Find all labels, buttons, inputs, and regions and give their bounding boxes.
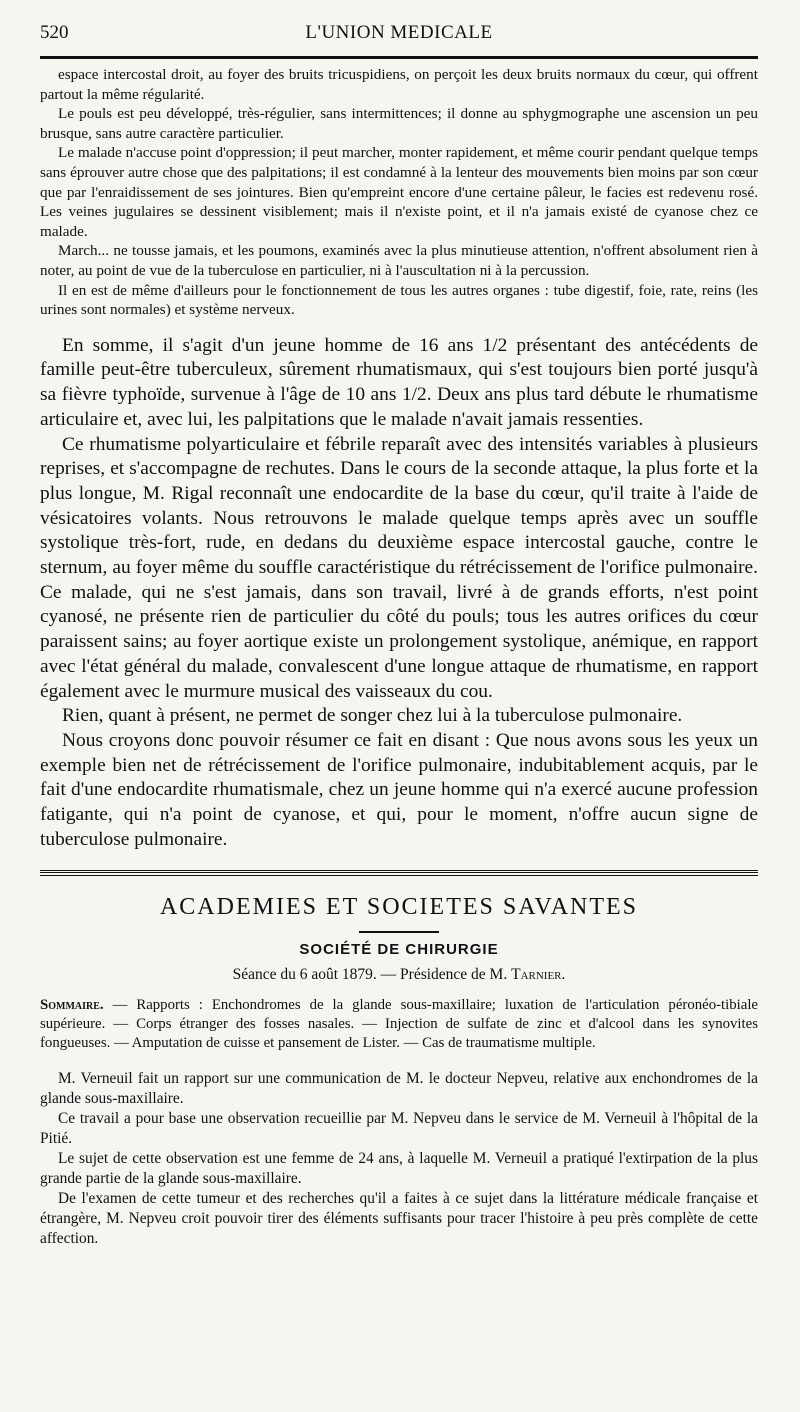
running-header [40, 22, 758, 48]
paragraph: M. Verneuil fait un rapport sur une communication de M. le docteur Nepveu, relative aux enchondromes de la glande sous-maxillaire. [40, 1070, 758, 1108]
society-title: SOCIÉTÉ DE CHIRURGIE [299, 941, 499, 959]
summary-label: Sommaire. [40, 997, 104, 1014]
case-summary-text [40, 334, 758, 853]
session-prefix: Séance du 6 août 1879. — Présidence de M. [232, 966, 512, 984]
paragraph: Le sujet de cette observation est une femme de 24 ans, à laquelle M. Verneuil a pratiqué l'extirpation de la plus grande partie de la glande sous-maxillaire. [40, 1150, 758, 1188]
paragraph: Rien, quant à présent, ne permet de songer chez lui à la tuberculose pulmonaire. [62, 705, 683, 727]
paragraph: De l'examen de cette tumeur et des recherches qu'il a faites à ce sujet dans la littérature médicale française et étrangère, M. Nepveu croit pouvoir tirer des éléments suffisants pour tracer l'histoire à peu près complète de cette affection. [40, 1190, 758, 1248]
page-number: 520 [40, 22, 69, 43]
paragraph: Il en est de même d'ailleurs pour le fonctionnement de tous les autres organes : tube digestif, foie, rate, reins (les urines sont normales) et système nerveux. [40, 281, 758, 319]
clinical-observation-text [40, 65, 758, 320]
paragraph: Le malade n'accuse point d'oppression; il peut marcher, monter rapidement, et même courir pendant quelque temps sans éprouver autre chose que des palpitations; il est condamné à la lenteur des mouvements bien moins par son cœur que par l'enraidissement de ses jointures. Bien qu'empreint encore d'une certaine pâleur, le facies est redevenu rosé. Les veines jugulaires se dessinent visiblement; mais il n'existe point, et il n'a jamais existé de cyanose chez ce malade. [40, 144, 758, 240]
paragraph: Le pouls est peu développé, très-régulier, sans intermittences; il donne au sphygmographe une ascension un peu brusque, sans autre caractère particulier. [40, 105, 758, 142]
document-page [40, 22, 758, 1249]
summary-text: — Rapports : Enchondromes de la glande sous-maxillaire; luxation de l'articulation péronéo-tibiale supérieure. — Corps étranger des fosses nasales. — Injection de sulfate de zinc et d'alcool dans les synovites fongueuses. — Amputation de cuisse et pansement de Lister. — Cas de traumatisme multiple. [40, 997, 758, 1052]
journal-title: L'UNION MEDICALE [305, 22, 493, 43]
section-title: ACADEMIES ET SOCIETES SAVANTES [159, 894, 639, 921]
section-divider [40, 870, 758, 873]
summary [40, 996, 758, 1053]
session-line [40, 966, 758, 984]
paragraph: Nous croyons donc pouvoir résumer ce fait en disant : Que nous avons sous les yeux un exemple bien net de rétrécissement de l'orifice pulmonaire, indubitablement acquis, par le fait d'une endocardite rhumatismale, chez un jeune homme qui n'a exercé aucune profession fatigante, qui n'a point de cyanose, et qui, pour le moment, n'offre aucun signe de tuberculose pulmonaire. [40, 729, 758, 850]
paragraph: Ce travail a pour base une observation recueillie par M. Nepveu dans le service de M. Verneuil à l'hôpital de la Pitié. [40, 1110, 758, 1148]
header-rule [40, 56, 758, 59]
paragraph: espace intercostal droit, au foyer des bruits tricuspidiens, on perçoit les deux bruits normaux du cœur, qui offrent partout la même régularité. [40, 66, 758, 103]
session-suffix: . [561, 966, 566, 984]
section-divider-thin [40, 875, 758, 876]
president-name: Tarnier [511, 966, 562, 984]
title-rule [359, 931, 439, 933]
paragraph: En somme, il s'agit d'un jeune homme de 16 ans 1/2 présentant des antécédents de famille peut-être tuberculeux, sûrement rhumatismaux, qui s'est toujours bien porté jusqu'à sa fièvre typhoïde, survenue à l'âge de 10 ans 1/2. Deux ans plus tard débute le rhumatisme articulaire et, avec lui, les palpitations que le malade n'avait jamais ressenties. [40, 334, 758, 430]
paragraph: Ce rhumatisme polyarticulaire et fébrile reparaît avec des intensités variables à plusieurs reprises, et s'accompagne de rechutes. Dans le cours de la seconde attaque, la plus forte et la plus longue, M. Rigal reconnaît une endocardite de la base du cœur, qu'il traite à l'aide de vésicatoires volants. Nous retrouvons le malade quelque temps après avec un souffle systolique très-fort, rude, en dedans du deuxième espace intercostal gauche, contre le sternum, au foyer même du souffle caractéristique du rétrécissement de l'orifice pulmonaire. Ce malade, qui ne s'est jamais, dans son travail, livré à de grands efforts, n'est point cyanosé, ne présente rien de particulier du côté du pouls; tous les autres orifices du cœur paraissent sains; au foyer aortique existe un prolongement systolique, anémique, en rapport avec l'état général du malade, convalescent d'une longue attaque de rhumatisme, en rapport également avec le murmure musical des vaisseaux du cou. [40, 433, 758, 702]
session-report-text [40, 1069, 758, 1249]
paragraph: March... ne tousse jamais, et les poumons, examinés avec la plus minutieuse attention, n'offrent absolument rien à noter, au point de vue de la tuberculose en particulier, ni à l'auscultation ni à la percussion. [40, 242, 758, 279]
